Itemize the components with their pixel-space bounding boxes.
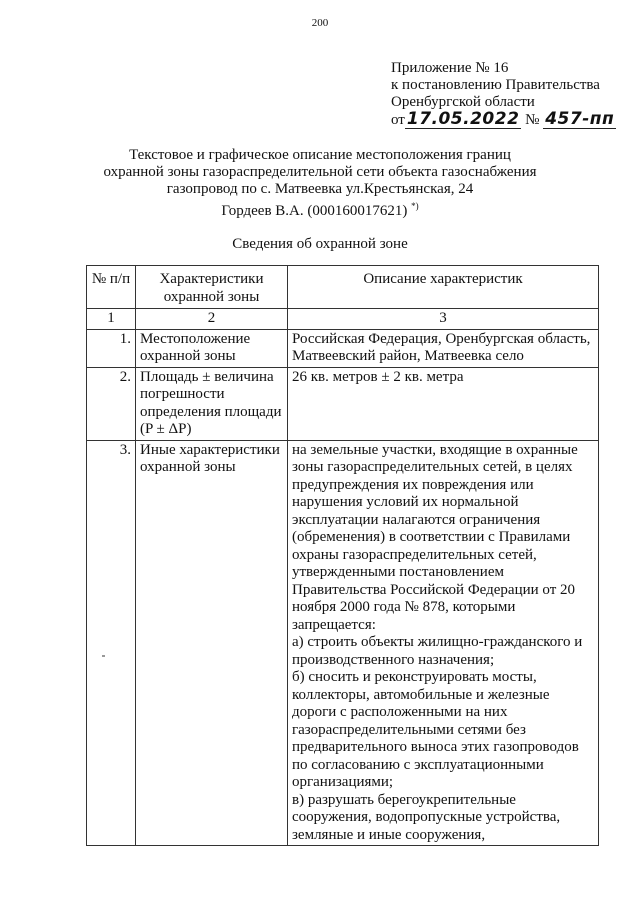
table-row <box>87 440 599 846</box>
description-paragraph: в) разрушать берегоукрепительные сооружения, водопропускные устройства, земляные и иные сооружения, <box>292 791 561 843</box>
document-title <box>0 147 640 220</box>
owner-name: Гордеев В.А. (000160017621) <box>221 203 408 219</box>
description-paragraph: на земельные участки, входящие в охранные зоны газораспределительных сетей, в целях предупреждения их повреждения или нарушения условий их нормальной эксплуатации налагаются ограничения (обременения) в соответствии с Правилами охраны газораспределительных сетей, утвержденными постановлением Правительства Российской Федерации от 20 ноября 2000 года № 878, которыми запрещается: <box>292 441 578 633</box>
decree-number: 457-пп <box>545 109 615 129</box>
title-line-1: Текстовое и графическое описание местоположения границ <box>129 147 511 163</box>
header-row <box>87 266 599 309</box>
footnote-mark: *) <box>411 201 419 211</box>
index-cell: 2 <box>136 309 288 330</box>
description-paragraph: б) сносить и реконструировать мосты, коллекторы, автомобильные и железные дороги с расположенными на них газораспределительными сетями без предварительного выноса этих газопроводов по согласованию с эксплуатационными организациями; <box>292 669 579 790</box>
row-number: 2. <box>87 367 136 440</box>
table-row <box>87 367 599 440</box>
row-characteristic: Иные характеристики охранной зоны <box>136 440 288 846</box>
zone-table <box>86 265 599 846</box>
row-number: 3. <box>87 440 136 846</box>
header-characteristic: Характеристики охранной зоны <box>136 266 288 309</box>
index-row <box>87 309 599 330</box>
row-number: 1. <box>87 329 136 367</box>
row-characteristic: Площадь ± величина погрешности определения площади (P ± ΔP) <box>136 367 288 440</box>
scan-speck <box>102 655 105 657</box>
page-number: 200 <box>311 17 329 29</box>
header-num: № п/п <box>87 266 136 309</box>
appendix-header <box>391 60 616 129</box>
appendix-region: Оренбургской области <box>391 94 535 110</box>
row-description: Российская Федерация, Оренбургская область, Матвеевский район, Матвеевка село <box>288 329 599 367</box>
title-line-3: газопровод по с. Матвеевка ул.Крестьянская, 24 <box>166 181 474 197</box>
decree-date: 17.05.2022 <box>406 109 520 129</box>
index-cell: 1 <box>87 309 136 330</box>
row-characteristic: Местоположение охранной зоны <box>136 329 288 367</box>
section-title: Сведения об охранной зоне <box>232 236 408 252</box>
description-paragraph: а) строить объекты жилищно-гражданского и производственного назначения; <box>292 634 583 668</box>
header-description: Описание характеристик <box>288 266 599 309</box>
table-row <box>87 329 599 367</box>
date-prefix: от <box>391 112 405 128</box>
title-line-2: охранной зоны газораспределительной сети объекта газоснабжения <box>103 164 537 180</box>
appendix-date-number <box>391 111 616 129</box>
number-prefix: № <box>525 112 540 128</box>
row-description <box>288 440 599 846</box>
title-line-4 <box>0 198 640 220</box>
row-description: 26 кв. метров ± 2 кв. метра <box>288 367 599 440</box>
index-cell: 3 <box>288 309 599 330</box>
appendix-number: Приложение № 16 <box>391 60 509 76</box>
appendix-decree: к постановлению Правительства <box>391 77 600 93</box>
